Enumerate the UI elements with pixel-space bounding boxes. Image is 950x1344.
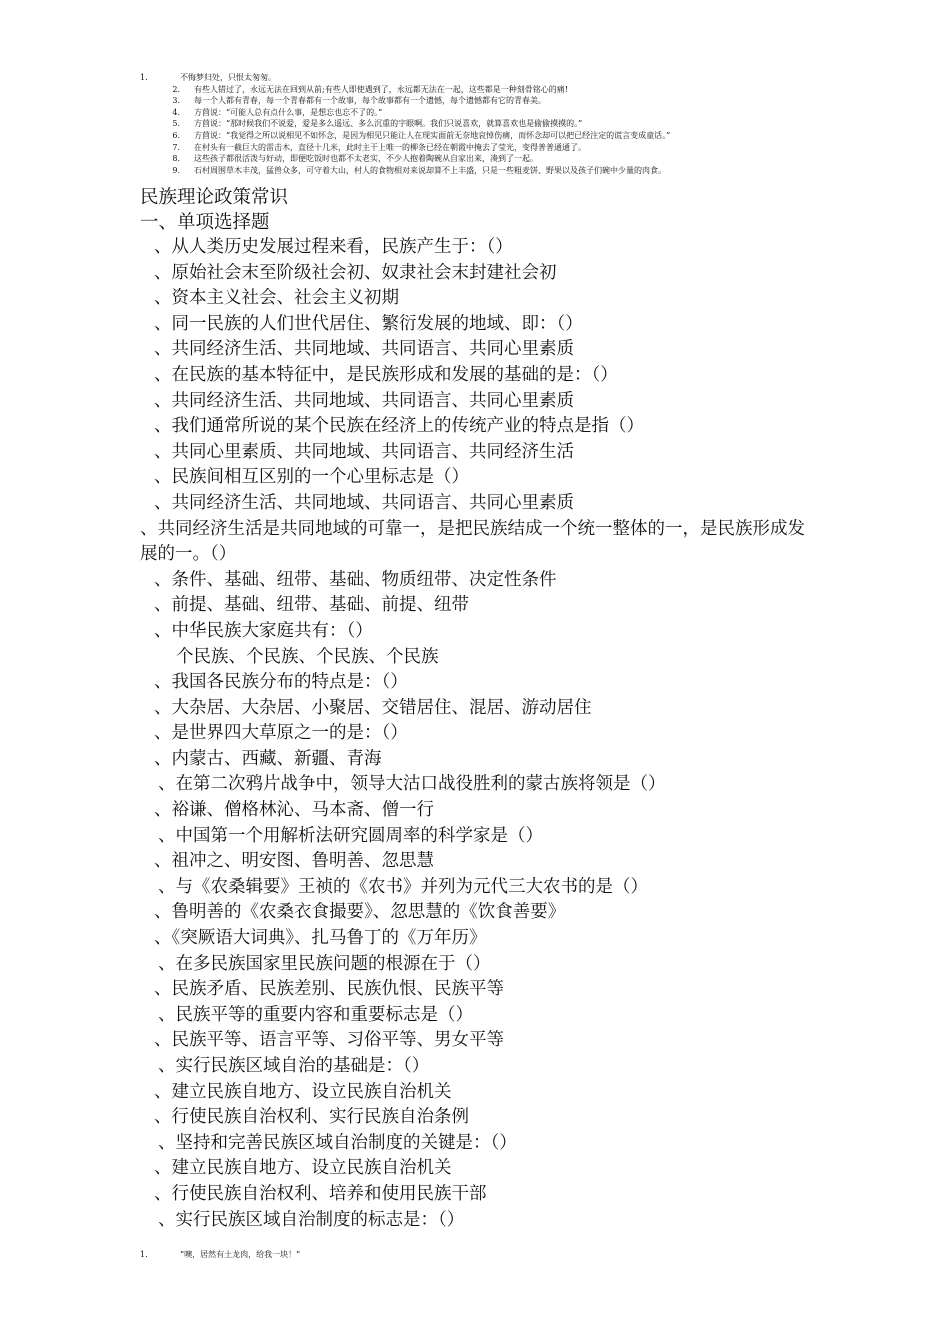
option-line: 、前提、基础、纽带、基础、前提、纽带 bbox=[154, 595, 469, 616]
question-line: 、在民族的基本特征中，是民族形成和发展的基础的是：（） bbox=[154, 364, 618, 385]
question-line: 、实行民族区域自治制度的标志是：（） bbox=[158, 1209, 465, 1230]
note-item bbox=[140, 84, 900, 96]
note-item bbox=[140, 165, 900, 177]
note-number: 4. bbox=[172, 107, 180, 117]
option-line: 、鲁明善的《农桑衣食撮要》、忽思慧的《饮食善要》 bbox=[154, 902, 566, 923]
question-line: 、民族间相互区别的一个心里标志是（） bbox=[154, 467, 469, 488]
option-line: 个民族、个民族、个民族、个民族 bbox=[176, 646, 439, 667]
footer-note-number: 1. bbox=[140, 1250, 148, 1259]
note-item bbox=[140, 153, 900, 165]
note-text: 每一个人都有青春，每一个青春都有一个故事，每个故事都有一个遗憾，每个遗憾都有它的青春美。 bbox=[194, 96, 546, 106]
option-line: 、行使民族自治权利、培养和使用民族干部 bbox=[154, 1183, 487, 1204]
option-line: 、内蒙古、西藏、新疆、青海 bbox=[154, 748, 382, 769]
option-line: 、资本主义社会、社会主义初期 bbox=[154, 288, 399, 309]
option-line: 、建立民族自地方、设立民族自治机关 bbox=[154, 1081, 452, 1102]
header-notes-list bbox=[140, 72, 900, 176]
note-number: 5. bbox=[172, 119, 180, 129]
note-number: 6. bbox=[172, 130, 180, 140]
note-number: 7. bbox=[172, 142, 180, 152]
question-line: 、中国第一个用解析法研究圆周率的科学家是（） bbox=[158, 825, 543, 846]
option-line: 、建立民族自地方、设立民族自治机关 bbox=[154, 1158, 452, 1179]
note-text: 在村头有一截巨大的雷击木，直径十几米，此时主干上唯一的柳条已经在朝霞中掩去了莹光，变得普普通通了。 bbox=[194, 142, 586, 152]
document-body bbox=[140, 185, 820, 1233]
question-line: 、我们通常所说的某个民族在经济上的传统产业的特点是指（） bbox=[154, 416, 644, 437]
note-number: 3. bbox=[172, 96, 180, 106]
note-number: 1. bbox=[140, 73, 148, 82]
footer-note-text: “噢，居然有土龙肉，给我一块！” bbox=[180, 1250, 301, 1259]
option-line: 、裕谦、僧格林沁、马本斋、僧一行 bbox=[154, 800, 434, 821]
question-line: 、与《农桑辑要》王祯的《农书》并列为元代三大农书的是（） bbox=[158, 876, 648, 897]
footer-note bbox=[140, 1249, 840, 1260]
option-line: 、行使民族自治权利、实行民族自治条例 bbox=[154, 1107, 469, 1128]
question-line: 、中华民族大家庭共有：（） bbox=[154, 620, 373, 641]
option-line: 、共同心里素质、共同地域、共同语言、共同经济生活 bbox=[154, 441, 574, 462]
option-line: 、《突厥语大词典》、扎马鲁丁的《万年历》 bbox=[154, 928, 487, 949]
note-text: 不悔梦归处，只恨太匆匆。 bbox=[180, 73, 276, 82]
note-item bbox=[140, 130, 900, 142]
question-line: 、共同经济生活是共同地域的可靠一，是把民族结成一个统一整体的一，是民族形成发展的一。（） bbox=[140, 518, 805, 565]
question-line: 、在多民族国家里民族问题的根源在于（） bbox=[158, 953, 491, 974]
option-line: 、民族矛盾、民族差别、民族仇恨、民族平等 bbox=[154, 979, 504, 1000]
note-text: 有些人错过了，永远无法在回到从前;有些人即使遇到了，永远都无法在一起，这些都是一种刻骨铭心的痛! bbox=[194, 84, 568, 94]
question-line: 、实行民族区域自治的基础是：（） bbox=[158, 1056, 430, 1076]
option-line: 、共同经济生活、共同地域、共同语言、共同心里素质 bbox=[154, 390, 574, 411]
note-number: 8. bbox=[172, 154, 180, 164]
note-item bbox=[140, 95, 900, 107]
note-number: 9. bbox=[172, 165, 180, 175]
option-line: 、条件、基础、纽带、基础、物质纽带、决定性条件 bbox=[154, 569, 557, 590]
question-line: 、是世界四大草原之一的是：（） bbox=[154, 723, 408, 744]
option-line: 、共同经济生活、共同地域、共同语言、共同心里素质 bbox=[154, 339, 574, 360]
document-title: 民族理论政策常识 bbox=[140, 187, 289, 208]
note-text: 石村周围草木丰茂，猛兽众多，可守着大山，村人的食物相对来说却算不上丰盛，只是一些粗麦饼、野果以及孩子们碗中少量的肉食。 bbox=[194, 165, 666, 175]
option-line: 、民族平等、语言平等、习俗平等、男女平等 bbox=[154, 1030, 504, 1051]
question-line: 、同一民族的人们世代居住、繁衍发展的地域、即：（） bbox=[154, 313, 583, 334]
note-number: 2. bbox=[172, 84, 180, 94]
question-line: 、在第二次鸦片战争中，领导大沽口战役胜利的蒙古族将领是（） bbox=[158, 774, 666, 795]
option-line: 、共同经济生活、共同地域、共同语言、共同心里素质 bbox=[154, 492, 574, 513]
note-item bbox=[140, 72, 900, 84]
note-item bbox=[140, 118, 900, 130]
question-line: 、从人类历史发展过程来看，民族产生于：（） bbox=[154, 237, 513, 257]
question-line: 、民族平等的重要内容和重要标志是（） bbox=[158, 1004, 473, 1025]
option-line: 、大杂居、大杂居、小聚居、交错居住、混居、游动居住 bbox=[154, 697, 592, 718]
note-item bbox=[140, 107, 900, 119]
option-line: 、祖冲之、明安图、鲁明善、忽思慧 bbox=[154, 851, 434, 872]
note-text: 方茴说：“可能人总有点什么事，是想忘也忘不了的。” bbox=[194, 107, 383, 117]
note-text: 方茴说：“我觉得之所以说相见不如怀念，是因为相见只能让人在现实面前无奈地哀悼伤痛，而怀念却可以把已经注定的谎言变成童话。” bbox=[194, 130, 671, 140]
note-text: 方茴说：“那时候我们不说爱，爱是多么遥远、多么沉重的字眼啊。我们只说喜欢，就算喜欢也是偷偷摸摸的。” bbox=[194, 119, 583, 129]
note-text: 这些孩子都很活泼与好动，即便吃饭时也都不太老实，不少人抱着陶碗从自家出来，凑到了一起。 bbox=[194, 154, 538, 164]
note-item bbox=[140, 142, 900, 154]
section-heading: 一、单项选择题 bbox=[140, 212, 270, 233]
question-line: 、坚持和完善民族区域自治制度的关键是：（） bbox=[158, 1132, 517, 1153]
option-line: 、原始社会末至阶级社会初、奴隶社会末封建社会初 bbox=[154, 262, 557, 283]
question-line: 、我国各民族分布的特点是：（） bbox=[154, 672, 408, 693]
